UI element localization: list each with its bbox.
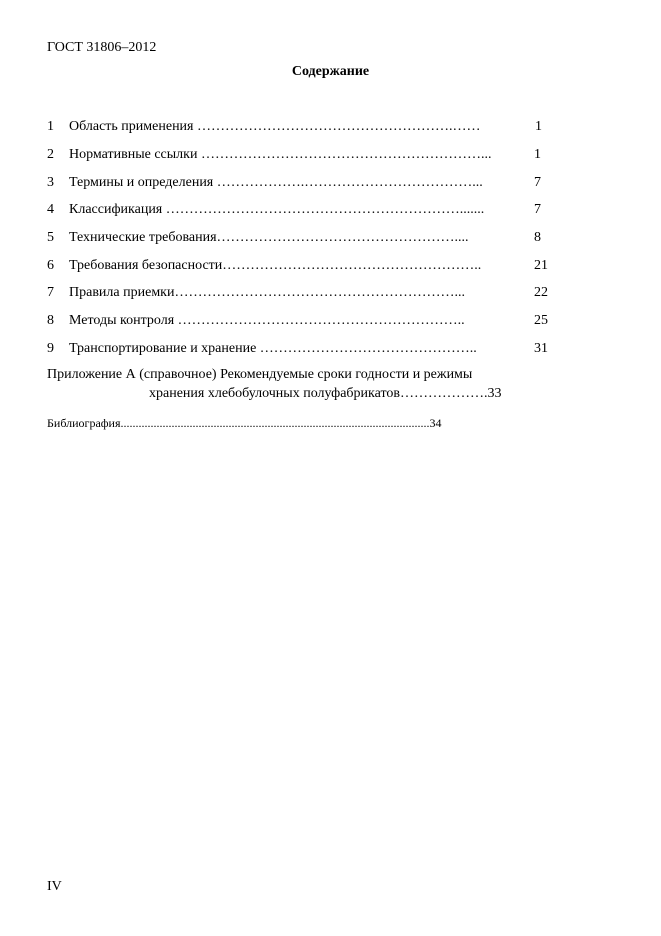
toc-number: 7 xyxy=(47,285,54,300)
toc-number: 5 xyxy=(47,230,54,245)
toc-page: 21 xyxy=(534,258,548,273)
document-id: ГОСТ 31806–2012 xyxy=(47,40,157,55)
toc-number: 6 xyxy=(47,258,54,273)
toc-page: 1 xyxy=(534,147,541,162)
toc-title: Область применения ……………………………………………….…… xyxy=(69,119,481,134)
toc-title: Требования безопасности……………………………………………….. xyxy=(69,258,482,273)
bibliography-entry: Библиография.......................................................................................................34 xyxy=(47,416,442,430)
toc-number: 9 xyxy=(47,341,54,356)
toc-page: 25 xyxy=(534,313,548,328)
toc-page: 22 xyxy=(534,285,548,300)
toc-title: Методы контроля …………………………………………………….. xyxy=(69,313,465,328)
toc-number: 3 xyxy=(47,175,54,190)
toc-title: Правила приемки……………………………………………………... xyxy=(69,285,465,300)
toc-title: Технические требования…………………………………………….... xyxy=(69,230,469,245)
toc-page: 8 xyxy=(534,230,541,245)
toc-number: 8 xyxy=(47,313,54,328)
toc-page: 7 xyxy=(534,202,541,217)
toc-number: 4 xyxy=(47,202,54,217)
toc-title: Термины и определения ……………….………………………………... xyxy=(69,175,483,190)
toc-page: 1 xyxy=(535,119,542,134)
annex-entry-line2: хранения хлебобулочных полуфабрикатов……………….33 xyxy=(149,386,502,401)
toc-title: Нормативные ссылки ……………………………………………………... xyxy=(69,147,492,162)
toc-page: 31 xyxy=(534,341,548,356)
toc-title: Транспортирование и хранение ……………………………………….. xyxy=(69,341,477,356)
toc-number: 1 xyxy=(47,119,54,134)
toc-page: 7 xyxy=(534,175,541,190)
page-number: IV xyxy=(47,879,62,894)
toc-number: 2 xyxy=(47,147,54,162)
annex-entry-line1: Приложение А (справочное) Рекомендуемые сроки годности и режимы xyxy=(47,367,473,382)
toc-title: Классификация ………………………………………………………....... xyxy=(69,202,485,217)
page-title: Содержание xyxy=(291,64,370,79)
